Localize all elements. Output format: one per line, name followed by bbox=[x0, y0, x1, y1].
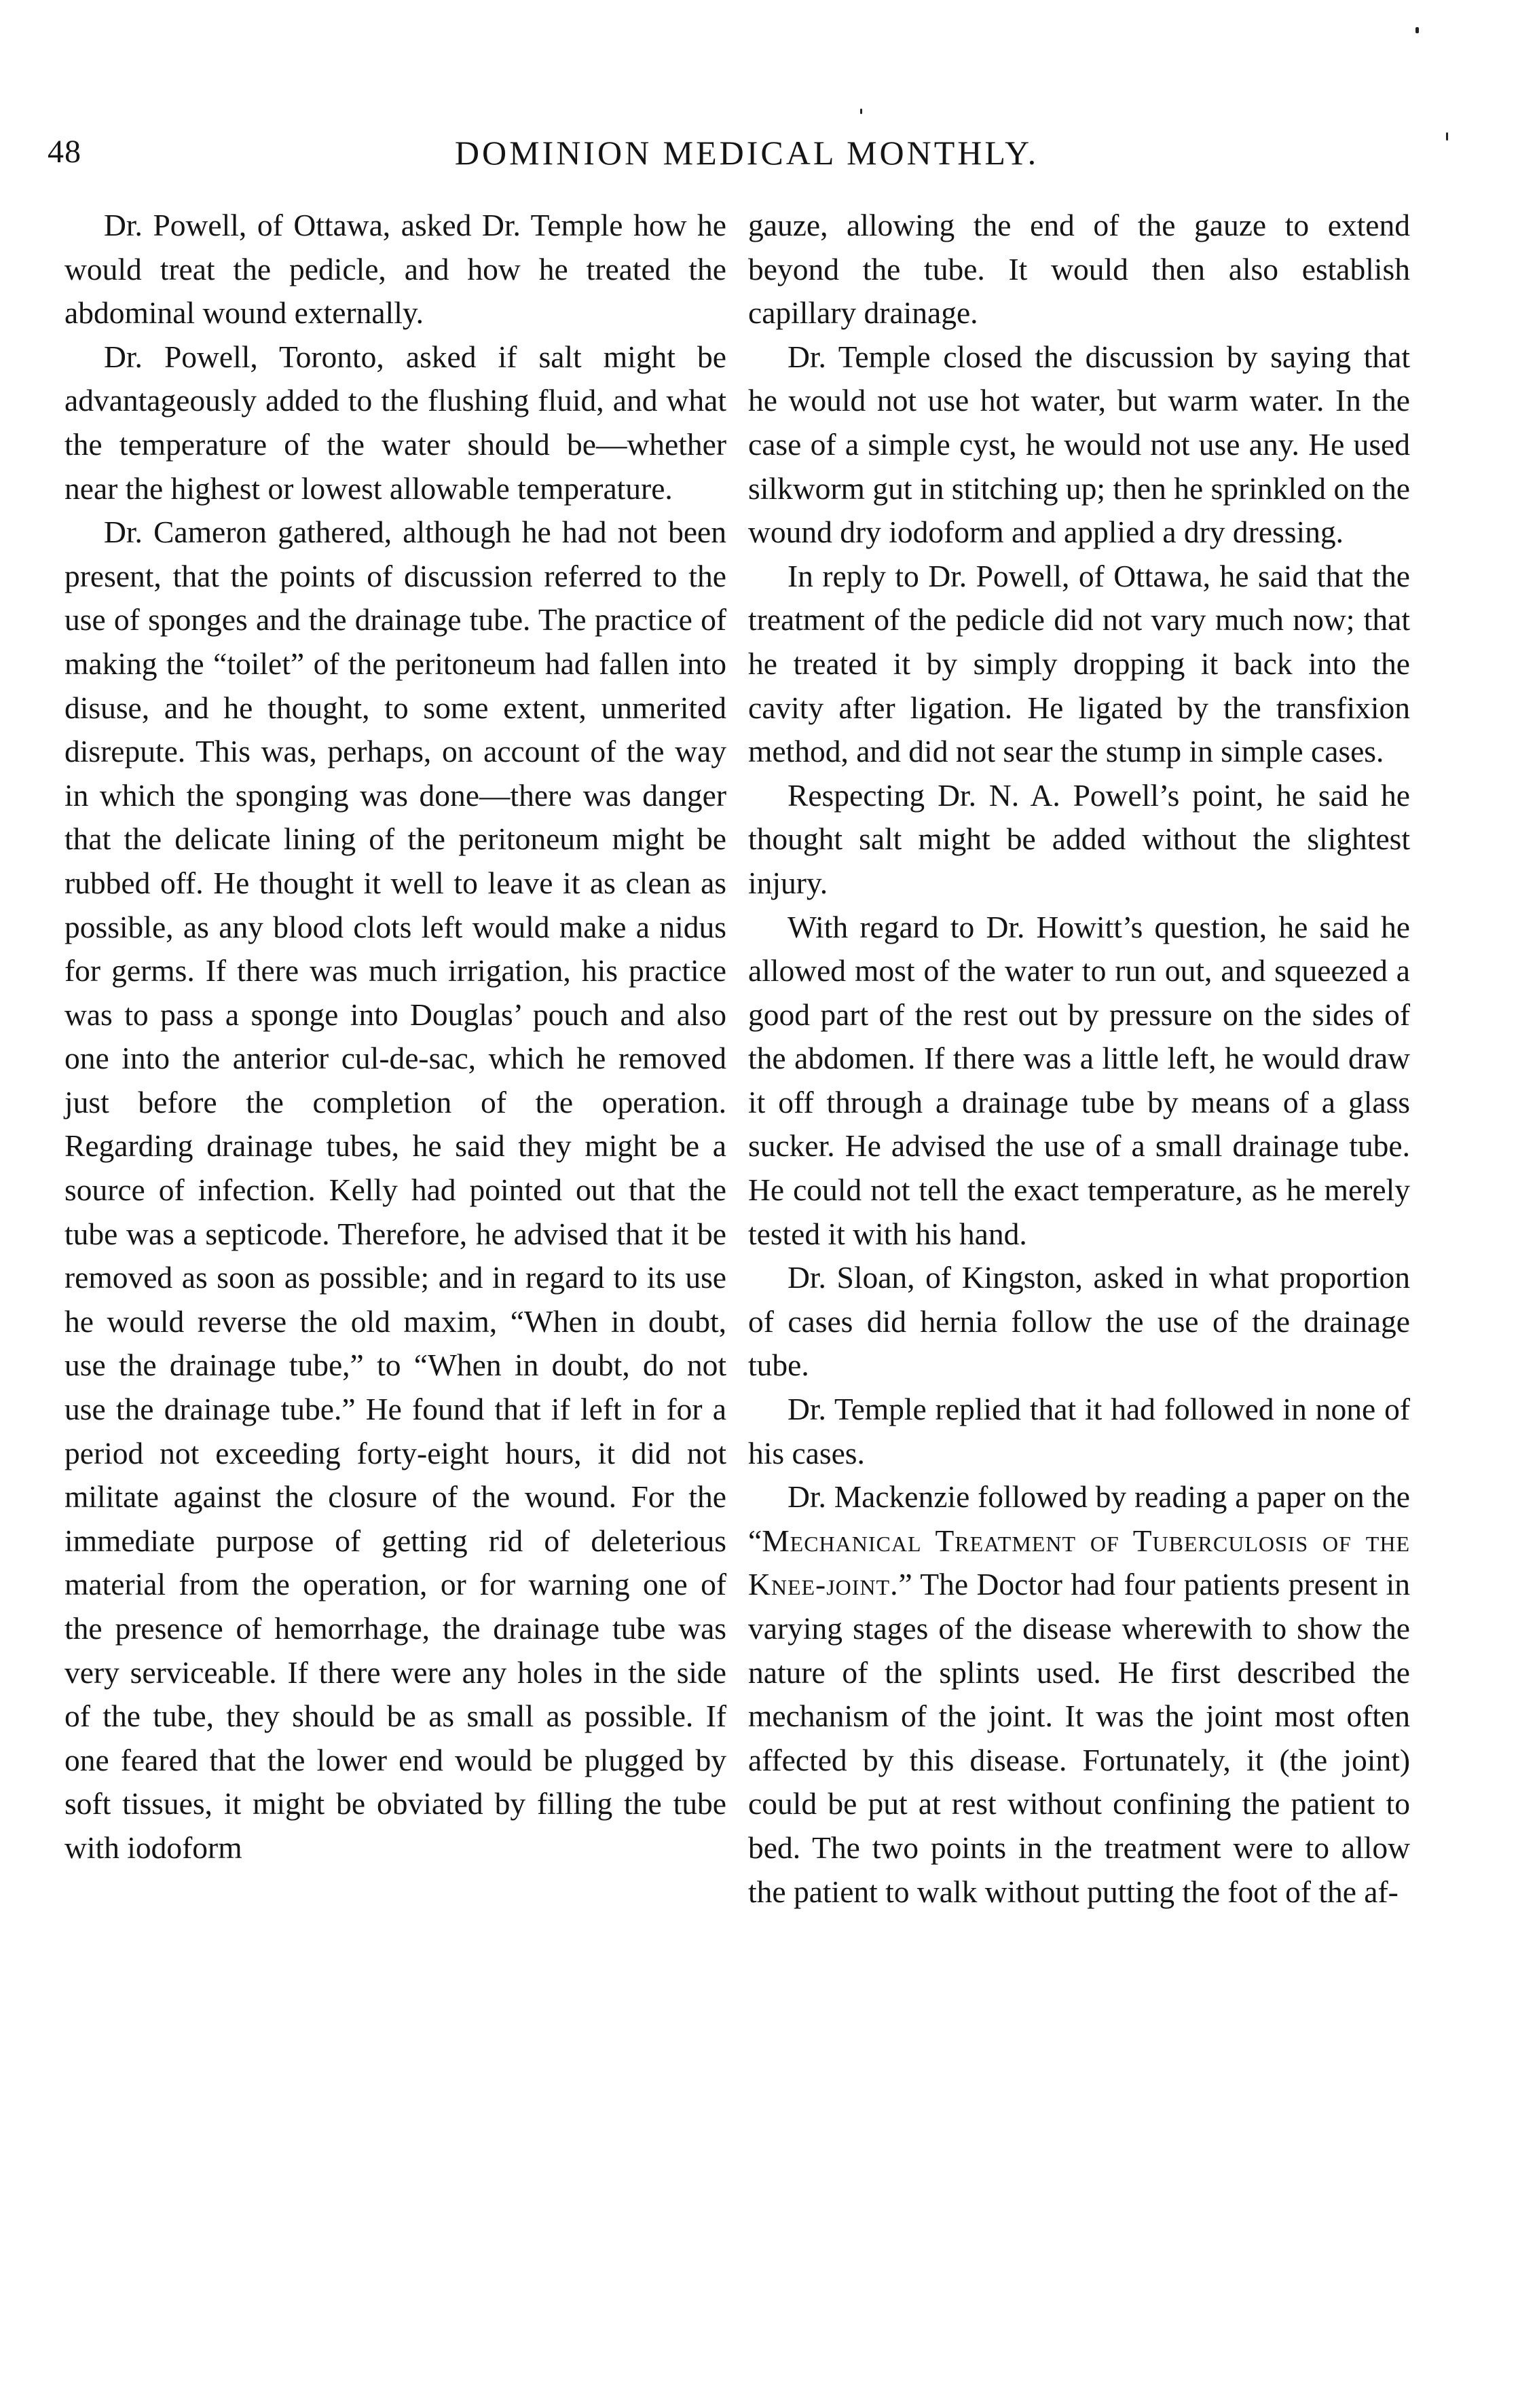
paragraph-salt-point: Respecting Dr. N. A. Powell’s point, he said he thought salt might be added without the slightest injury. bbox=[748, 777, 1410, 900]
scan-speck bbox=[1415, 27, 1419, 33]
paragraph-powell-ottawa: Dr. Powell, of Ottawa, asked Dr. Temple how he would treat the pedicle, and how he treated the abdominal wound externally. bbox=[64, 208, 726, 331]
right-column bbox=[748, 204, 1410, 1914]
scan-speck bbox=[1446, 132, 1448, 141]
mackenzie-lead: Dr. Mackenzie followed by reading a paper on the “ bbox=[748, 1479, 1410, 1558]
paragraph-temple-closing: Dr. Temple closed the discussion by saying that he would not use hot water, but warm water. In the case of a simple cyst, he would not use any. He used silkworm gut in stitching up; then he sprinkled on the wound dry iodoform and applied a dry dressing. bbox=[748, 339, 1410, 550]
paragraph-continuation: gauze, allowing the end of the gauze to extend beyond the tube. It would then also establish capillary drainage. bbox=[748, 208, 1410, 331]
running-title: DOMINION MEDICAL MONTHLY. bbox=[454, 134, 1039, 172]
paragraph-mackenzie bbox=[748, 1475, 1410, 1914]
left-column bbox=[64, 204, 726, 1870]
paragraph-powell-toronto: Dr. Powell, Toronto, asked if salt might be advantageously added to the flushing fluid, and what the temperature of the water should be—whether near the highest or lowest allowable temperature. bbox=[64, 339, 726, 506]
scan-speck bbox=[860, 109, 862, 114]
paragraph-howitt-question: With regard to Dr. Howitt’s question, he said he allowed most of the water to run out, and squeezed a good part of the rest out by pressure on the sides of the abdomen. If there was a little left, he would draw it off through a drainage tube by means of a glass sucker. He advised the use of a small drainage tube. He could not tell the exact temperature, as he merely tested it with his hand. bbox=[748, 909, 1410, 1251]
paragraph-temple-reply: Dr. Temple replied that it had followed in none of his cases. bbox=[748, 1392, 1410, 1470]
paragraph-reply-ottawa: In reply to Dr. Powell, of Ottawa, he said that the treatment of the pedicle did not vary much now; that he treated it by simply dropping it back into the cavity after ligation. He ligated by the transfixion method, and did not sear the stump in simple cases. bbox=[748, 558, 1410, 769]
page-header bbox=[48, 133, 1446, 181]
paper-title: Mechanical Treatment of Tuberculosis of the Knee-joint. bbox=[748, 1523, 1410, 1602]
paragraph-cameron: Dr. Cameron gathered, although he had not been present, that the points of discussion referred to the use of sponges and the drainage tube. The practice of making the “toilet” of the peritoneum had fallen into disuse, and he thought, to some extent, unmerited disrepute. This was, perhaps, on account of the way in which the sponging was done—there was danger that the delicate lining of the peritoneum might be rubbed off. He thought it well to leave it as clean as possible, as any blood clots left would make a nidus for germs. If there was much irrigation, his practice was to pass a sponge into Douglas’ pouch and also one into the anterior cul-de-sac, which he removed just before the completion of the operation. Regarding drainage tubes, he said they might be a source of infection. Kelly had pointed out that the tube was a septicode. Therefore, he advised that it be removed as soon as possible; and in regard to its use he would reverse the old maxim, “When in doubt, use the drainage tube,” to “When in doubt, do not use the drainage tube.” He found that if left in for a period not exceeding forty-eight hours, it did not militate against the closure of the wound. For the immediate purpose of getting rid of deleterious material from the operation, or for warning one of the presence of hemorrhage, the drainage tube was very serviceable. If there were any holes in the side of the tube, they should be as small as possible. If one feared that the lower end would be plugged by soft tissues, it might be obviated by filling the tube with iodoform bbox=[64, 515, 726, 1865]
mackenzie-tail: ” The Doctor had four patients present in varying stages of the disease wherewith to show the nature of the splints used. He first described the mechanism of the joint. It was the joint most often affected by this disease. Fortunately, it (the joint) could be put at rest without confining the patient to bed. The two points in the treatment were to allow the patient to walk without putting the foot of the af- bbox=[748, 1567, 1410, 1909]
paragraph-sloan-question: Dr. Sloan, of Kingston, asked in what proportion of cases did hernia follow the use of the drainage tube. bbox=[748, 1260, 1410, 1383]
page-number: 48 bbox=[48, 134, 81, 170]
